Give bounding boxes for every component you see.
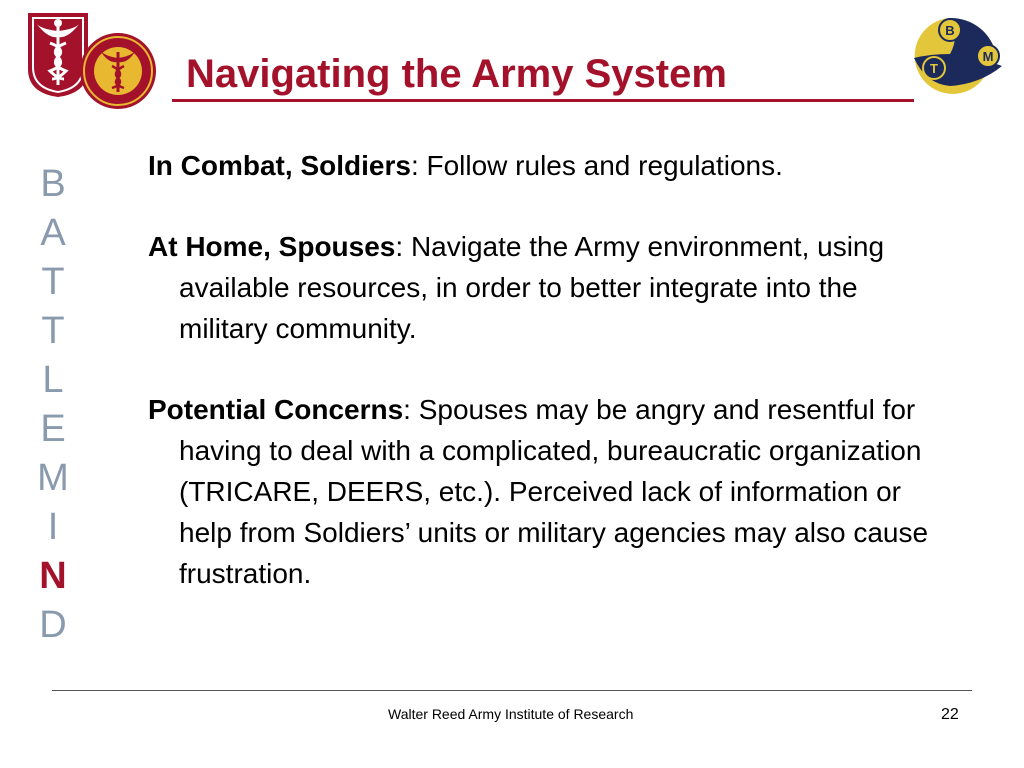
btm-letter-b: B	[945, 23, 955, 38]
point-text: : Spouses may be angry and resentful for having to deal with a complicated, bureaucratic organization (TRICARE, DEERS, etc.). Perceived lack of information or help from Soldiers’ units or military agencies may also cause frustration.	[179, 394, 929, 589]
vertical-letter: A	[40, 212, 66, 254]
vertical-letter: M	[37, 457, 69, 499]
vertical-letter: I	[47, 506, 59, 548]
btm-logo	[910, 14, 1004, 96]
point-term: Potential Concerns	[148, 394, 404, 425]
vertical-battlemind	[26, 160, 80, 650]
vertical-letter: N	[39, 555, 67, 597]
title-underline	[172, 99, 914, 102]
btm-letter-m: M	[982, 49, 994, 64]
point-term: At Home, Spouses	[148, 231, 396, 262]
vertical-letter: B	[40, 163, 66, 205]
footer-institute: Walter Reed Army Institute of Research	[388, 706, 634, 722]
slide-content	[148, 145, 948, 594]
btm-letter-t: T	[930, 61, 938, 76]
point-home	[148, 226, 948, 349]
slide-title: Navigating the Army System	[186, 52, 727, 96]
point-text: : Follow rules and regulations.	[410, 150, 783, 181]
vertical-letter: T	[41, 310, 65, 352]
footer-divider	[52, 690, 972, 691]
point-text: : Navigate the Army environment, using available resources, in order to better integrate into the military community.	[179, 231, 885, 344]
vertical-letter: E	[40, 408, 66, 450]
page-number: 22	[941, 706, 959, 723]
point-term: In Combat, Soldiers	[148, 150, 411, 181]
point-combat	[148, 145, 948, 186]
vertical-letter: T	[41, 261, 65, 303]
vertical-letter: L	[42, 359, 64, 401]
point-concerns	[148, 389, 948, 594]
vertical-letter: D	[39, 604, 67, 646]
protect-sustain-seal	[76, 30, 160, 112]
